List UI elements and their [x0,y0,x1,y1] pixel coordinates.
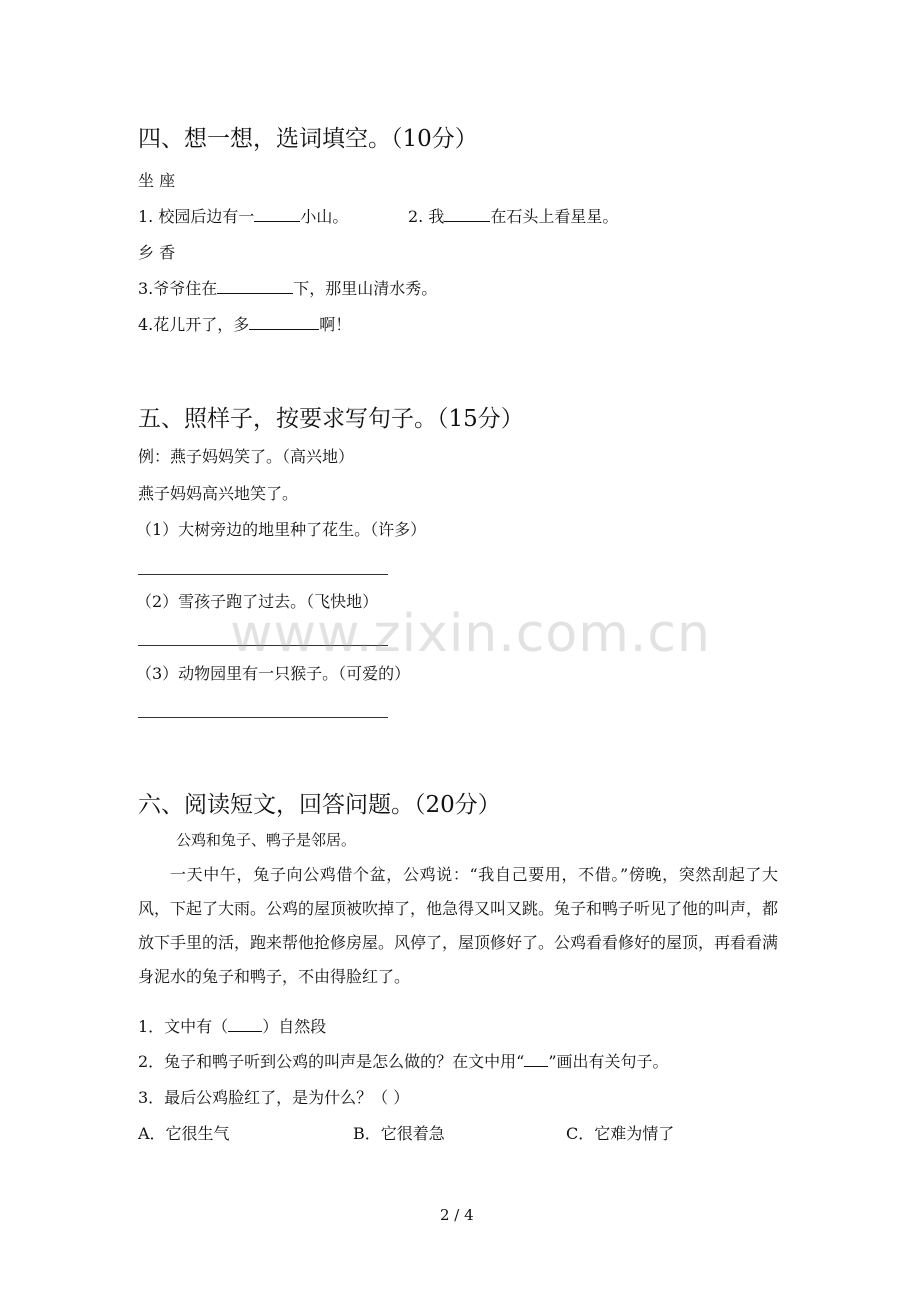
option-a: A．它很生气 [138,1124,230,1143]
section-6-heading: 六、阅读短文，回答问题。（20分） [138,792,501,818]
blank [217,279,293,294]
section-4-heading: 四、想一想，选词填空。（10分） [138,126,478,152]
page-number: 2 / 4 [440,1206,474,1224]
blank [228,1017,262,1032]
question-5-3: （3）动物园里有一只猴子。（可爱的） [136,664,411,683]
q4-suffix: 啊！ [319,315,352,334]
question-6-2 [138,1049,669,1072]
answer-line-3 [138,717,388,718]
answer-line-1 [138,574,388,575]
example-line-2: 燕子妈妈高兴地笑了。 [138,484,299,503]
question-6-1 [138,1014,326,1037]
section-5-heading: 五、照样子，按要求写句子。（15分） [138,406,524,432]
word-pair-1: 坐 座 [138,171,176,190]
q3-suffix: 下，那里山清水秀。 [293,279,438,298]
question-5-2: （2）雪孩子跑了过去。（飞快地） [136,592,379,611]
q1-prefix: 1．文中有（ [138,1017,229,1036]
q2-prefix: 2. 我 [408,207,445,226]
q1-suffix: 小山。 [300,207,349,226]
option-c: C．它难为情了 [566,1124,675,1143]
option-b: B．它很着急 [353,1124,445,1143]
blank [444,207,490,222]
word-pair-2: 乡 香 [138,243,176,262]
question-4-4 [138,312,351,335]
q3-prefix: 3.爷爷住在 [138,279,218,298]
q1-prefix: 1. 校园后边有一 [138,207,255,226]
question-5-1: （1）大树旁边的地里种了花生。（许多） [136,520,427,539]
passage-title: 公鸡和兔子、鸭子是邻居。 [176,831,357,849]
watermark: www.zixin.com.cn [230,604,711,664]
q2-prefix: 2．兔子和鸭子听到公鸡的叫声是怎么做的？在文中用“ [138,1052,525,1071]
question-4-2 [408,204,618,227]
blank [249,315,319,330]
blank [254,207,300,222]
q2-suffix: 在石头上看星星。 [490,207,619,226]
example-line-1: 例：燕子妈妈笑了。（高兴地） [138,447,355,466]
passage-paragraph: 一天中午，兔子向公鸡借个盆，公鸡说：“我自己要用，不借。”傍晚，突然刮起了大风，下起了大雨。公鸡的屋顶被吹掉了，他急得又叫又跳。兔子和鸭子听见了他的叫声，都放下手里的活，跑来帮他抢修房屋。风停了，屋顶修好了。公鸡看看修好的屋顶，再看看满身泥水的兔子和鸭子，不由得脸红了。 [138,865,779,986]
blank [524,1052,548,1067]
q2-suffix: ”画出有关句子。 [548,1052,669,1071]
question-4-1 [138,204,348,227]
question-4-3 [138,276,437,299]
question-6-3: 3．最后公鸡脸红了，是为什么？（ ） [138,1088,410,1107]
q1-suffix: ）自然段 [262,1017,327,1036]
q4-prefix: 4.花儿开了，多 [138,315,250,334]
